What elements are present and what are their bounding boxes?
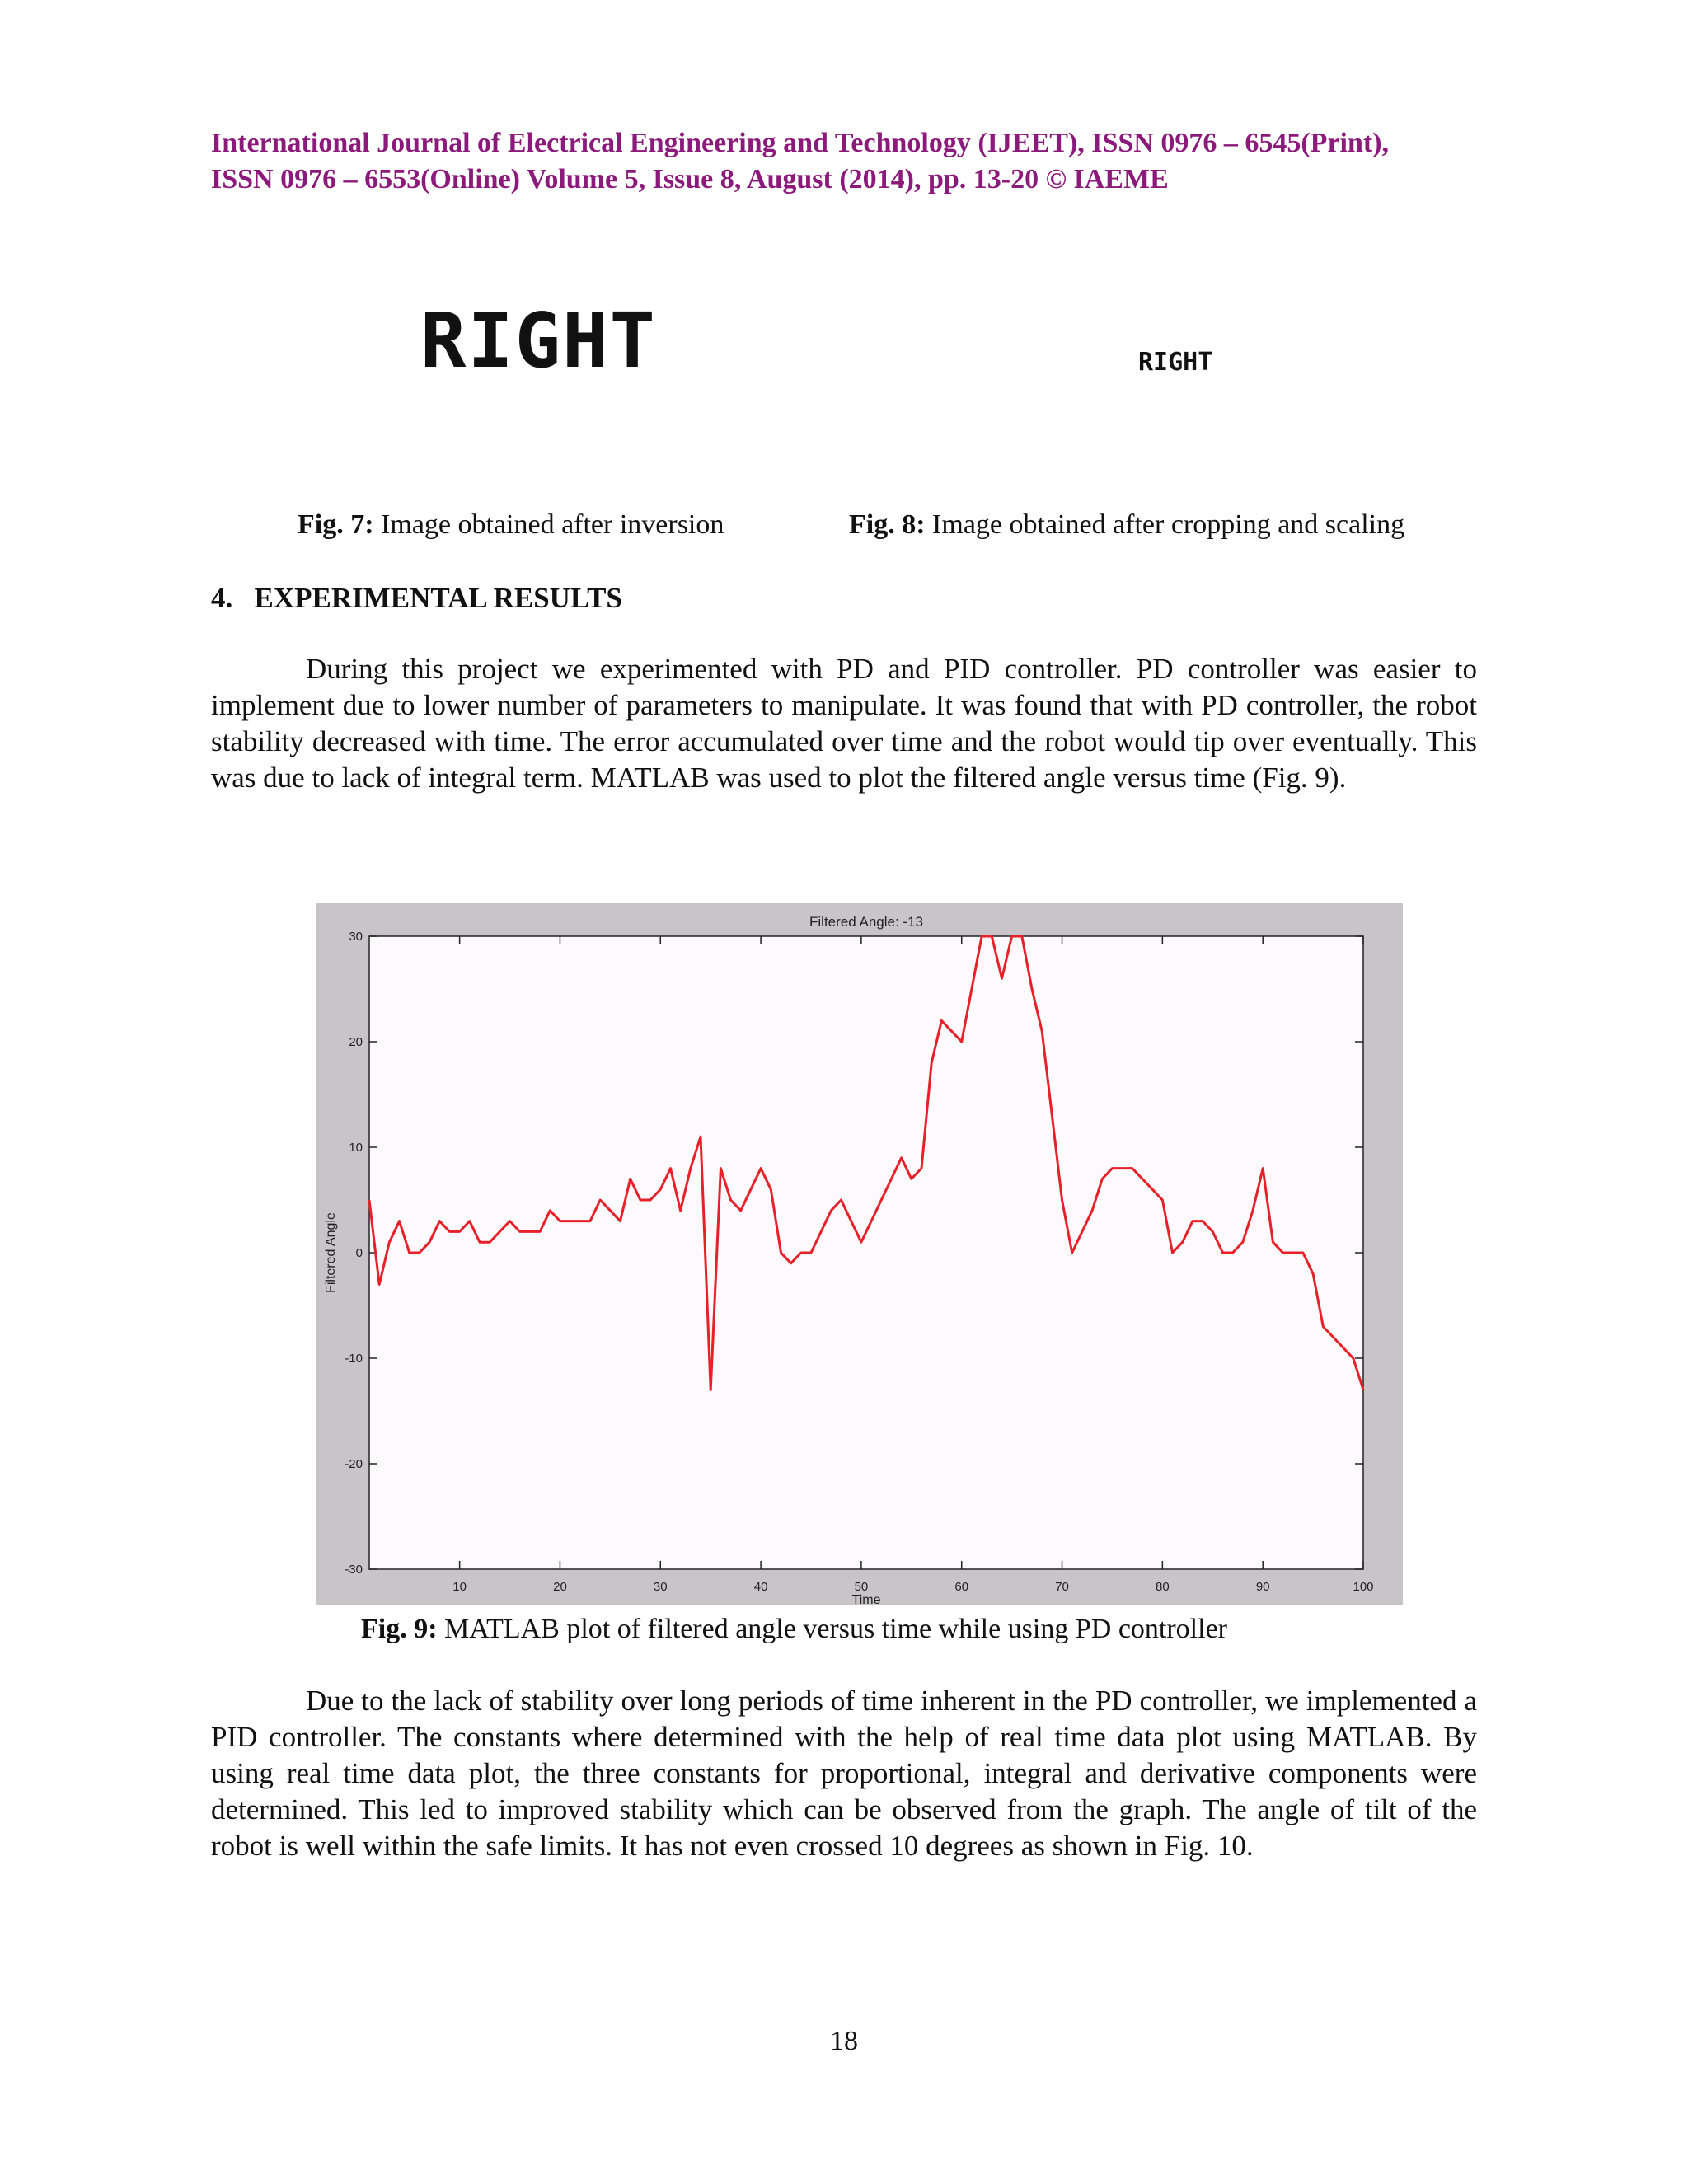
x-tick-label: 60 [954,1580,969,1594]
paragraph-2: Due to the lack of stability over long periods of time inherent in the PD controller, we implemented a PID controller. The constants where determined with the help of real time data plot using MATLAB. By using real time data plot, the three constants for proportional, integral and derivative components were determined. This led to improved stability which can be observed from the graph. The angle of tilt of the robot is well within the safe limits. It has not even crossed 10 degrees as shown in Fig. 10. [211,1685,1477,1862]
fig8-caption-text: Image obtained after cropping and scaling [925,509,1405,540]
x-tick-label: 30 [653,1580,668,1594]
plot-area [369,936,1363,1569]
fig7-caption-label: Fig. 7: [298,509,374,540]
y-tick-label: -10 [345,1352,363,1366]
x-tick-label: 70 [1055,1580,1069,1594]
fig8-caption-label: Fig. 8: [849,509,926,540]
fig7-caption-text: Image obtained after inversion [373,509,724,540]
x-tick-label: 50 [854,1580,869,1594]
chart-title: Filtered Angle: -13 [809,914,923,930]
fig8-caption [849,507,1404,543]
fig8-image: RIGHT [1138,348,1213,377]
fig7-image: RIGHT [420,297,657,385]
section-title: 4. EXPERIMENTAL RESULTS [211,582,622,614]
page-number: 18 [830,2026,858,2056]
y-tick-label: 20 [349,1035,363,1049]
filtered-angle-chart [316,903,1403,1605]
y-axis-label: Filtered Angle [324,1212,338,1293]
fig9-caption [361,1611,1227,1647]
y-tick-label: 10 [349,1141,363,1155]
y-tick-label: 30 [349,930,363,944]
fig7-caption [298,507,724,543]
x-tick-label: 90 [1255,1580,1270,1594]
x-tick-label: 10 [452,1580,467,1594]
x-tick-label: 100 [1353,1580,1374,1594]
x-tick-label: 40 [753,1580,768,1594]
x-tick-label: 20 [553,1580,567,1594]
x-tick-label: 80 [1156,1580,1170,1594]
y-tick-label: 0 [355,1246,363,1260]
fig9-caption-label: Fig. 9: [361,1614,438,1644]
journal-header-line2: ISSN 0976 – 6553(Online) Volume 5, Issue 8, August (2014), pp. 13-20 © IAEME [211,164,1169,194]
fig9-caption-text: MATLAB plot of filtered angle versus time while using PD controller [437,1614,1227,1644]
y-tick-label: -20 [345,1457,363,1471]
journal-header [211,125,1480,198]
x-axis-label: Time [851,1593,881,1605]
paragraph-1: During this project we experimented with PD and PID controller. PD controller was easier to implement due to lower number of parameters to manipulate. It was found that with PD controller, the robot stability decreased with time. The error accumulated over time and the robot would tip over eventually. This was due to lack of integral term. MATLAB was used to plot the filtered angle versus time (Fig. 9). [211,653,1477,794]
y-tick-label: -30 [345,1563,363,1577]
journal-header-line1: International Journal of Electrical Engineering and Technology (IJEET), ISSN 0976 – 6545(Print), [211,128,1390,158]
